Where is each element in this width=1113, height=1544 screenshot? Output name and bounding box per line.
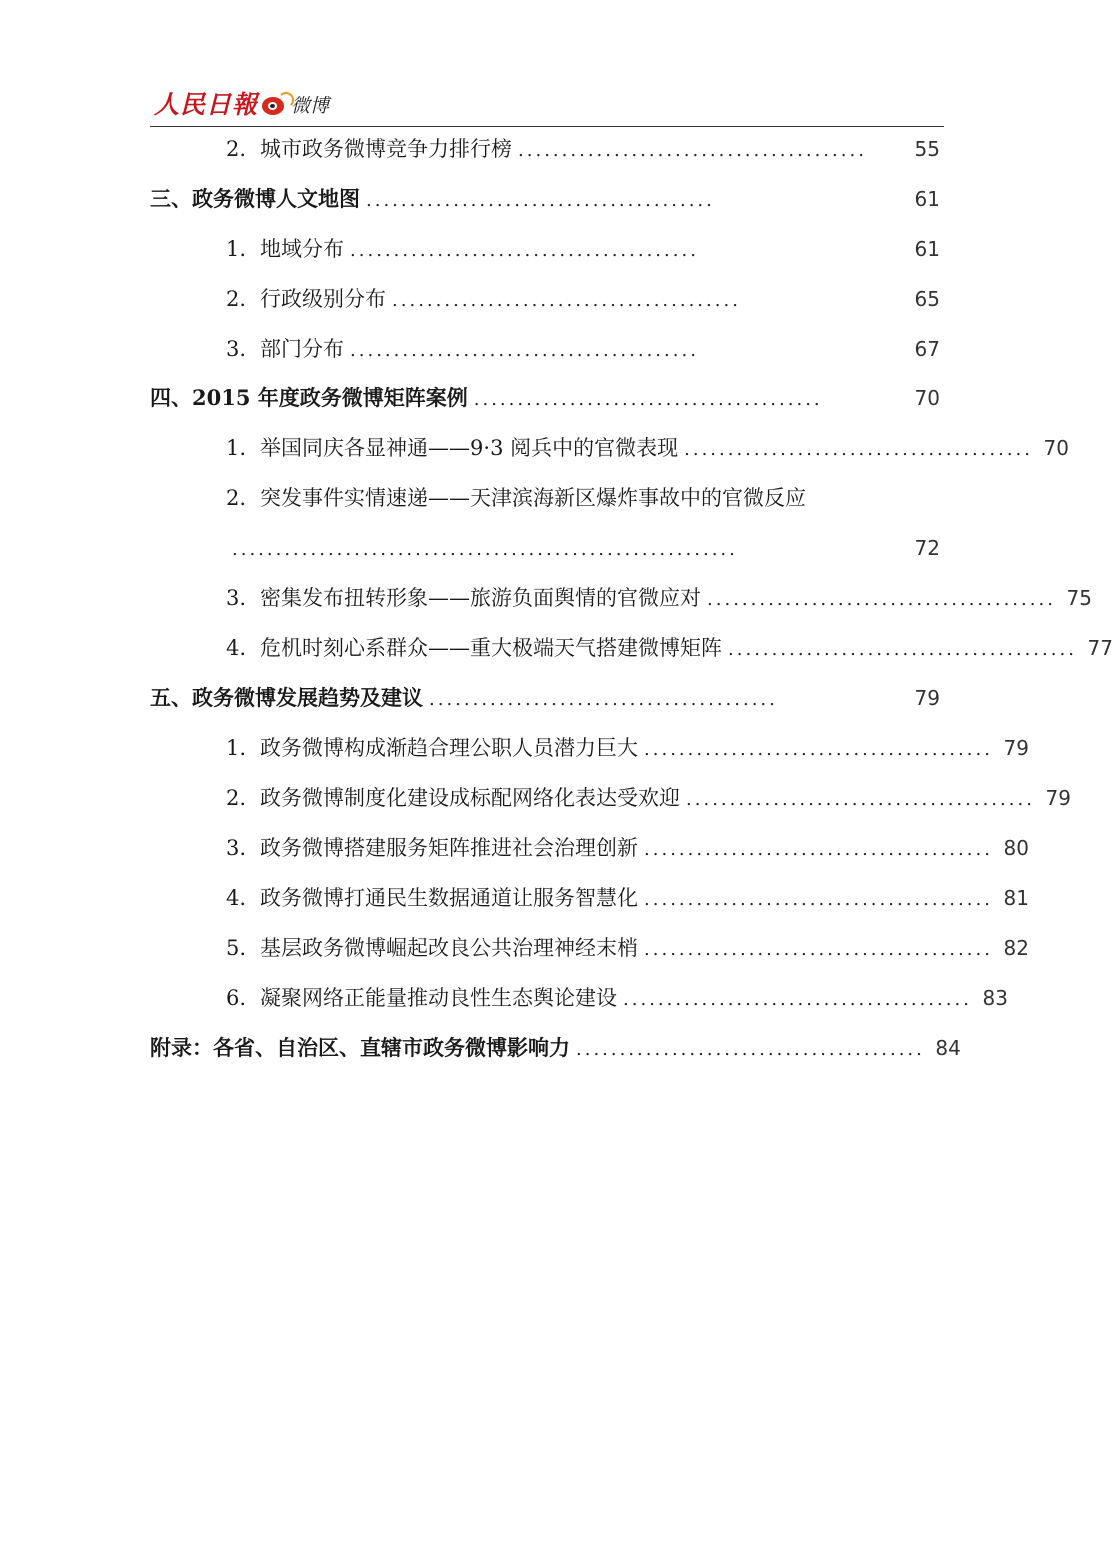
toc-title: 部门分布 (260, 337, 345, 361)
toc-leader: ........................................ (728, 639, 1077, 660)
toc-leader: ........................................ (644, 739, 993, 760)
toc-number: 1. (226, 237, 247, 261)
toc-entry-continuation[interactable] (232, 531, 940, 565)
toc-entry[interactable] (150, 381, 940, 415)
toc-page: 61 (914, 187, 940, 211)
toc-title: 四、2015 年度政务微博矩阵案例 (150, 385, 468, 410)
toc-entry[interactable] (150, 182, 940, 216)
toc-page: 79 (914, 686, 940, 710)
toc-leader: ........................................ (686, 789, 1035, 810)
toc-page: 61 (914, 237, 940, 261)
logo-brand-text: 人民日報 (154, 90, 259, 119)
toc-leader: ........................................ (644, 939, 993, 960)
header-divider (150, 126, 944, 127)
page-header (150, 78, 944, 128)
toc-page: 65 (914, 287, 940, 311)
toc-page: 70 (914, 386, 940, 410)
toc-number: 6. (226, 986, 247, 1010)
toc-number: 5. (226, 936, 247, 960)
toc-entry[interactable] (226, 781, 1071, 815)
toc-page: 55 (914, 137, 940, 161)
toc-title: 举国同庆各显神通——9·3 阅兵中的官微表现 (260, 436, 679, 460)
toc-number: 3. (226, 586, 247, 610)
toc-page: 77 (1087, 636, 1113, 660)
toc-page: 75 (1066, 586, 1092, 610)
toc-entry[interactable] (226, 831, 1029, 865)
toc-title: 凝聚网络正能量推动良性生态舆论建设 (260, 986, 618, 1010)
toc-leader: ........................................ (473, 389, 823, 410)
toc-entry[interactable] (226, 282, 940, 316)
toc-leader: ........................................ (350, 240, 699, 261)
toc-page: 70 (1043, 436, 1069, 460)
toc-entry[interactable] (226, 731, 1029, 765)
toc-leader: ........................................ (707, 589, 1056, 610)
toc-title: 五、政务微博发展趋势及建议 (150, 685, 423, 710)
toc-leader: ........................................ (366, 190, 715, 211)
toc-page: 72 (914, 536, 940, 560)
toc-number: 1. (226, 736, 247, 760)
toc-title: 附录：各省、自治区、直辖市政务微博影响力 (150, 1035, 570, 1060)
toc-leader: ........................................ (644, 839, 993, 860)
toc-number: 2. (226, 287, 247, 311)
toc-leader: ........................................ (644, 889, 993, 910)
toc-number: 2. (226, 786, 247, 810)
toc-title: 三、政务微博人文地图 (150, 186, 360, 211)
toc-number: 3. (226, 337, 247, 361)
toc-entry[interactable] (150, 681, 940, 715)
toc-number: 1. (226, 436, 247, 460)
toc-entry[interactable] (226, 581, 1092, 615)
toc-title: 政务微博搭建服务矩阵推进社会治理创新 (260, 836, 639, 860)
toc-title: 突发事件实情速递——天津滨海新区爆炸事故中的官微反应 (260, 486, 807, 510)
toc-title: 政务微博打通民生数据通道让服务智慧化 (260, 886, 639, 910)
toc-entry[interactable] (226, 332, 940, 366)
toc-page: 81 (1003, 886, 1029, 910)
toc-page: 80 (1003, 836, 1029, 860)
toc-title: 城市政务微博竞争力排行榜 (260, 137, 513, 161)
logo-weibo-text: 微博 (291, 95, 330, 117)
toc-title: 行政级别分布 (260, 287, 387, 311)
toc-entry[interactable] (226, 631, 1113, 665)
toc-leader: ........................................ (429, 689, 778, 710)
logo (154, 80, 329, 120)
toc-number: 3. (226, 836, 247, 860)
toc-page: 67 (914, 337, 940, 361)
toc-title: 政务微博构成渐趋合理公职人员潜力巨大 (260, 736, 639, 760)
toc-leader: ........................................ (392, 290, 741, 311)
toc-page: 79 (1045, 786, 1071, 810)
toc-entry[interactable] (226, 931, 1029, 965)
toc-leader: .......................................................... (232, 539, 738, 560)
toc-leader: ........................................ (623, 989, 972, 1010)
toc-leader: ........................................ (350, 340, 699, 361)
toc-number: 4. (226, 886, 247, 910)
toc-entry-wrapped-title[interactable] (226, 481, 942, 515)
toc-number: 2. (226, 486, 247, 510)
toc-page: 84 (935, 1036, 961, 1060)
toc-title: 基层政务微博崛起改良公共治理神经末梢 (260, 936, 639, 960)
toc-page: 83 (982, 986, 1008, 1010)
toc-entry[interactable] (226, 431, 1069, 465)
toc-page: 79 (1003, 736, 1029, 760)
toc-leader: ........................................ (576, 1039, 925, 1060)
toc-entry[interactable] (150, 1031, 961, 1065)
toc-entry[interactable] (226, 881, 1029, 915)
toc-title: 地域分布 (260, 237, 345, 261)
toc-number: 2. (226, 137, 247, 161)
weibo-eye-icon (260, 92, 290, 118)
toc-number: 4. (226, 636, 247, 660)
toc-entry[interactable] (226, 132, 940, 166)
toc-title: 密集发布扭转形象——旅游负面舆情的官微应对 (260, 586, 702, 610)
toc-entry[interactable] (226, 232, 940, 266)
toc-title: 危机时刻心系群众——重大极端天气搭建微博矩阵 (260, 636, 723, 660)
toc-leader: ........................................ (684, 439, 1033, 460)
toc-entry[interactable] (226, 981, 1008, 1015)
toc-leader: ........................................ (518, 140, 867, 161)
toc-title: 政务微博制度化建设成标配网络化表达受欢迎 (260, 786, 681, 810)
toc-page: 82 (1003, 936, 1029, 960)
